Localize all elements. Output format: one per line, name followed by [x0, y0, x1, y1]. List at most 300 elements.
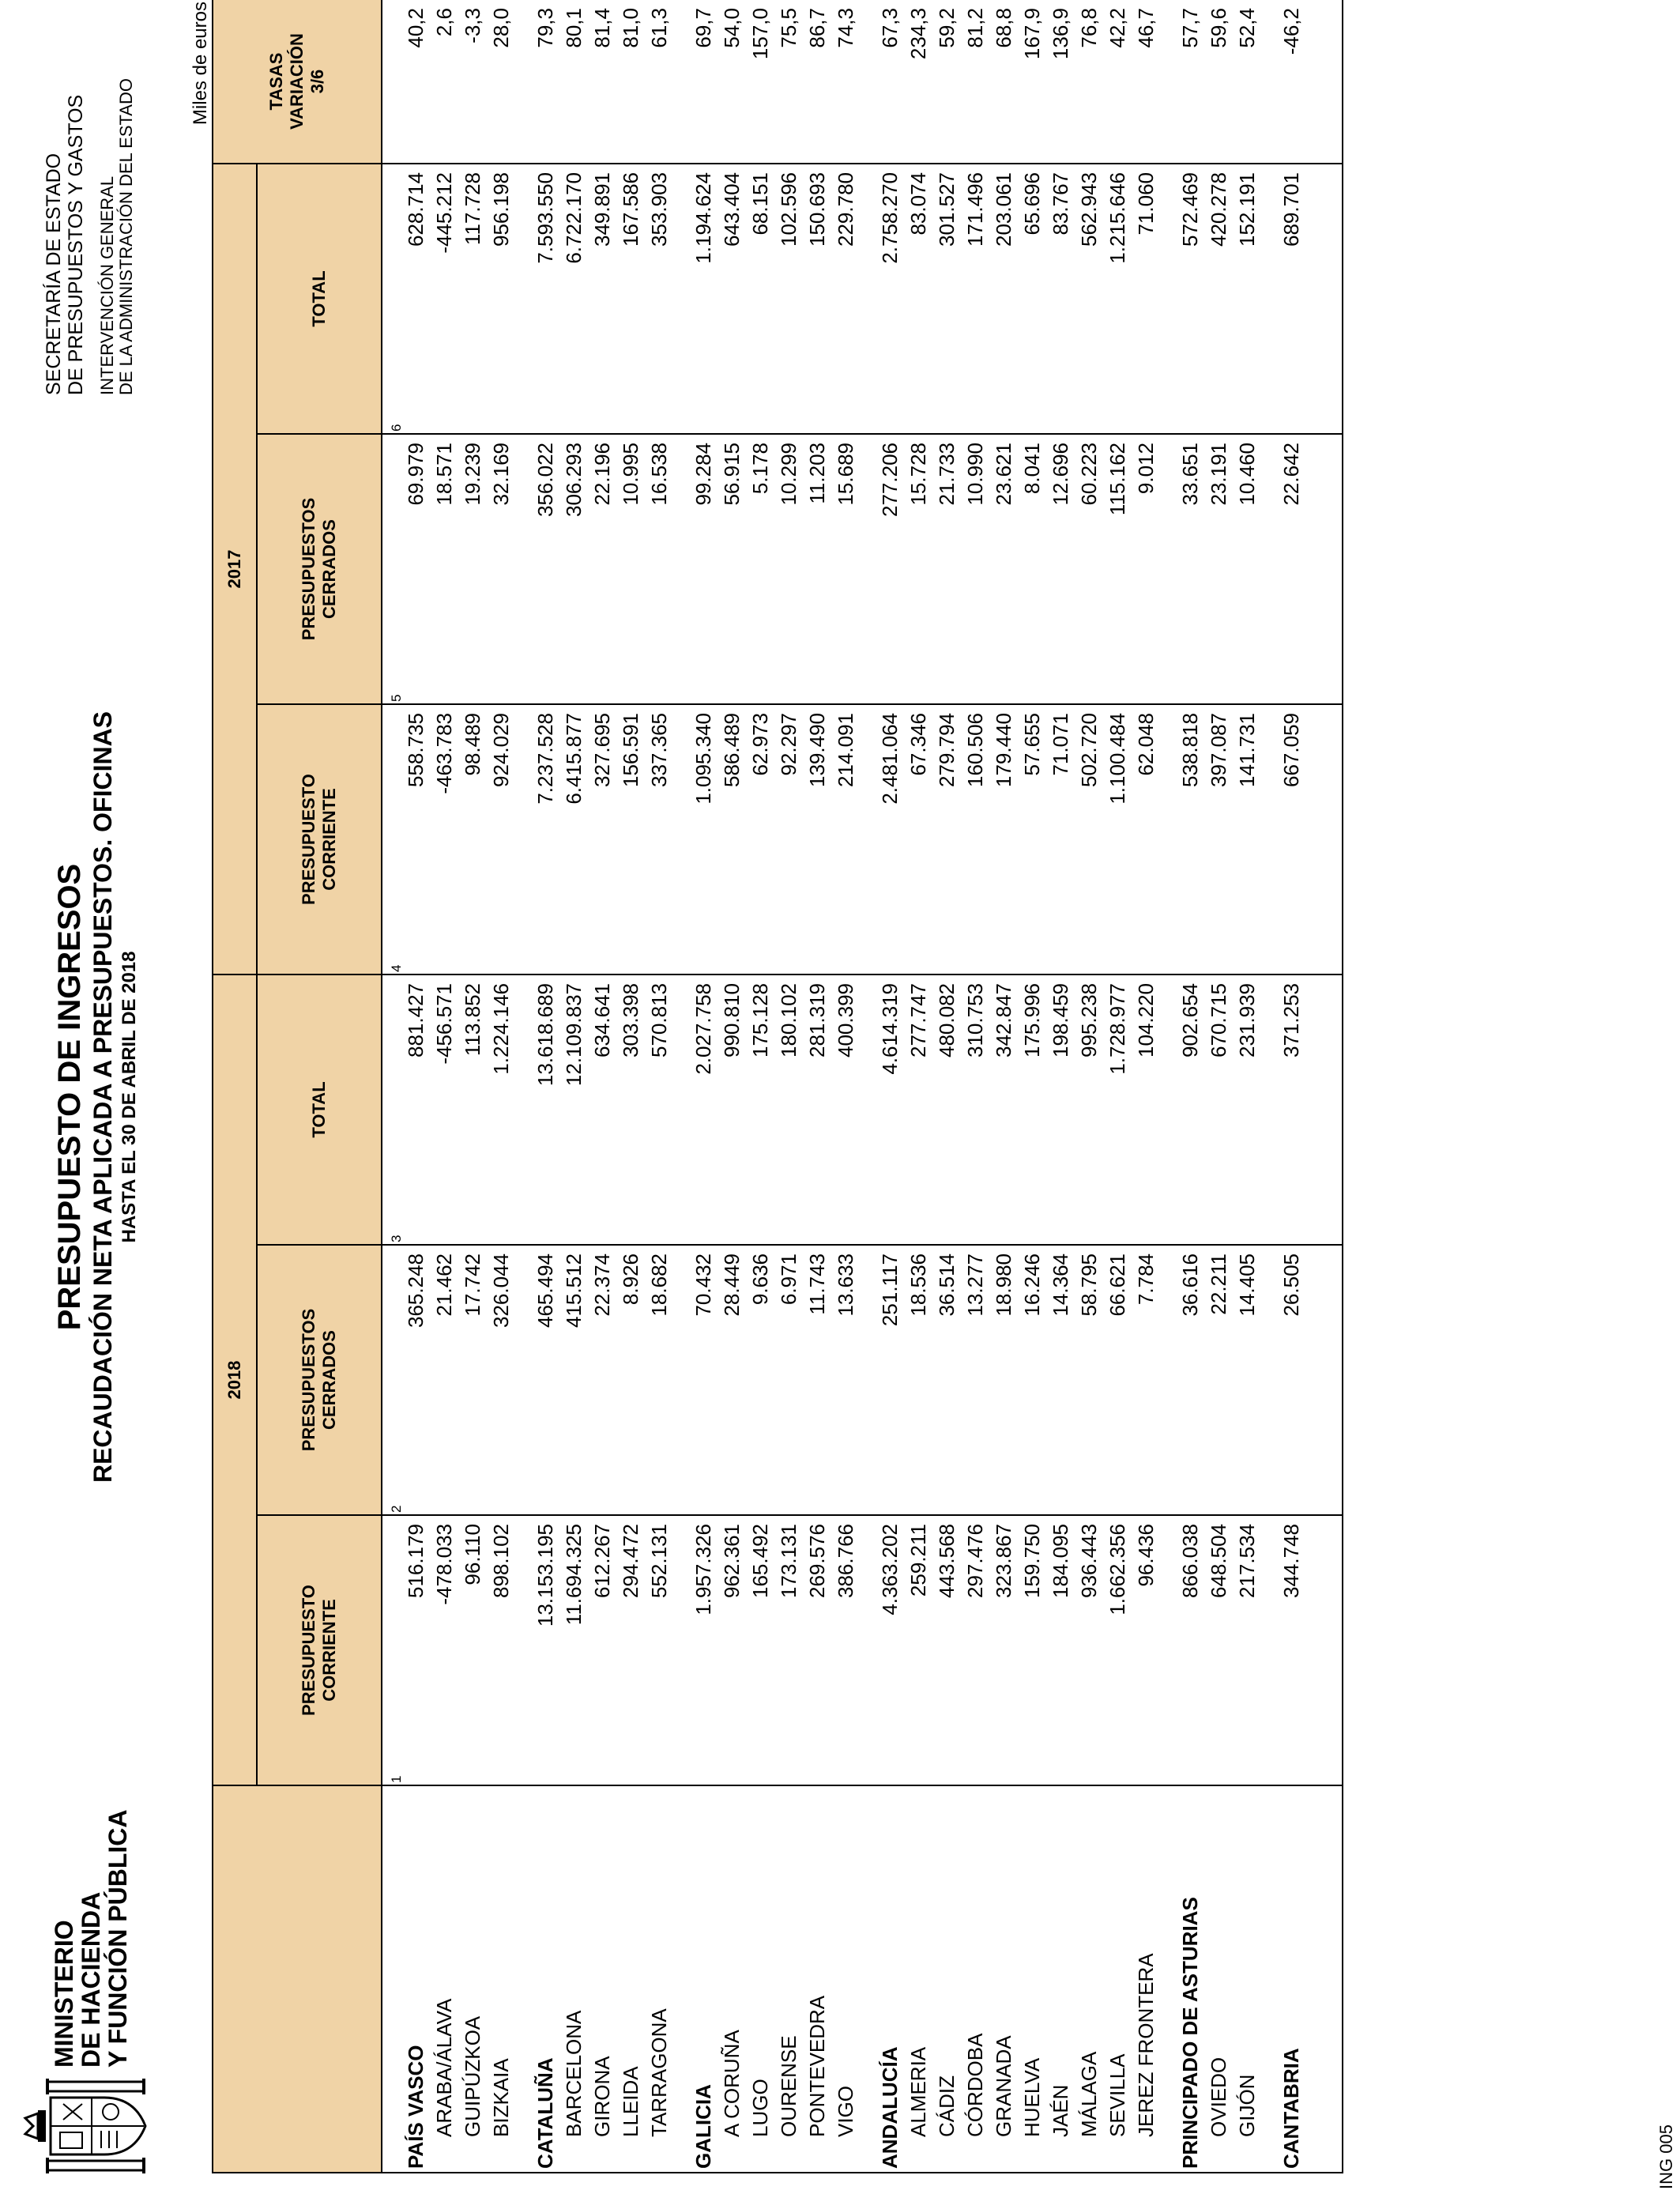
- region-row: [876, 0, 904, 2173]
- value-cell: 96.436: [1132, 1515, 1160, 1785]
- value-cell: 14.405: [1233, 1245, 1261, 1515]
- value-cell: 10.299: [774, 434, 803, 704]
- value-cell: 22.642: [1277, 434, 1305, 704]
- office-row: [1132, 0, 1160, 2173]
- value-cell: 15.689: [831, 434, 860, 704]
- value-cell: -46,2: [1277, 0, 1305, 164]
- ministry-line: Y FUNCIÓN PÚBLICA: [104, 1809, 132, 2068]
- office-row: [1233, 0, 1261, 2173]
- secretaria-line: SECRETARÍA DE ESTADO: [43, 153, 65, 395]
- header-line: CORRIENTE: [319, 1599, 339, 1702]
- value-cell: 83.074: [904, 164, 932, 434]
- value-cell: 342.847: [989, 974, 1018, 1245]
- office-row: [559, 0, 588, 2173]
- value-cell: 2,6: [430, 0, 458, 164]
- value-cell: 54,0: [718, 0, 746, 164]
- value-cell: -456.571: [430, 974, 458, 1245]
- value-cell: 19.239: [458, 434, 487, 704]
- spacer-cell: [1261, 164, 1277, 434]
- row-label: HUELVA: [1018, 1785, 1046, 2173]
- column-number: 4: [389, 964, 404, 972]
- secretaria-line: DE PRESUPUESTOS Y GASTOS: [65, 94, 87, 395]
- value-cell: 18.536: [904, 1245, 932, 1515]
- value-cell: 28.449: [718, 1245, 746, 1515]
- value-cell: 67,3: [876, 0, 904, 164]
- value-cell: 69.979: [382, 434, 430, 704]
- region-row: [1176, 0, 1204, 2173]
- value-cell: 156.591: [616, 704, 645, 974]
- header-line: PRESUPUESTO: [299, 1585, 318, 1716]
- spacer-row: [860, 0, 876, 2173]
- spacer-cell: [1261, 1785, 1277, 2173]
- spacer-cell: [1305, 1785, 1343, 2173]
- spacer-cell: [1261, 704, 1277, 974]
- spacer-cell: [1160, 0, 1176, 164]
- value-cell: 6.415.877: [559, 704, 588, 974]
- office-row: [746, 0, 774, 2173]
- tasas-header: [213, 0, 382, 164]
- row-label: SEVILLA: [1103, 1785, 1132, 2173]
- tasas-line: TASAS: [266, 52, 286, 111]
- value-cell: 71.071: [1046, 704, 1075, 974]
- value-cell: 67.346: [904, 704, 932, 974]
- value-cell: 634.641: [588, 974, 616, 1245]
- value-cell: 572.469: [1176, 164, 1204, 434]
- spacer-cell: [1305, 704, 1343, 974]
- spacer-cell: [860, 164, 876, 434]
- intervencion-line: INTERVENCIÓN GENERAL: [97, 175, 117, 395]
- value-cell: 59,6: [1204, 0, 1233, 164]
- value-cell: 415.512: [559, 1245, 588, 1515]
- value-cell: 61,3: [645, 0, 673, 164]
- office-row: [961, 0, 989, 2173]
- spacer-cell: [515, 0, 531, 164]
- value-cell: 1.194.624: [689, 164, 718, 434]
- value-cell: 74,3: [831, 0, 860, 164]
- office-row: [932, 0, 961, 2173]
- value-cell: 104.220: [1132, 974, 1160, 1245]
- spacer-cell: [860, 1515, 876, 1785]
- value-cell: 558.735: [382, 704, 430, 974]
- value-cell: 7.237.528: [531, 704, 559, 974]
- value-cell: 397.087: [1204, 704, 1233, 974]
- value-cell: 586.489: [718, 704, 746, 974]
- spacer-row: [515, 0, 531, 2173]
- spacer-cell: [515, 1785, 531, 2173]
- spacer-cell: [860, 0, 876, 164]
- spacer-cell: [1305, 434, 1343, 704]
- value-cell: 36.514: [932, 1245, 961, 1515]
- value-cell: 420.278: [1204, 164, 1233, 434]
- row-label: LUGO: [746, 1785, 774, 2173]
- col-total-2017: [257, 164, 404, 434]
- office-row: [831, 0, 860, 2173]
- value-cell: 23.621: [989, 434, 1018, 704]
- row-label: LLEIDA: [616, 1785, 645, 2173]
- tasas-line: VARIACIÓN: [287, 33, 307, 130]
- spacer-cell: [1160, 164, 1176, 434]
- spacer-cell: [515, 974, 531, 1245]
- spacer-cell: [1261, 434, 1277, 704]
- region-row: [531, 0, 559, 2173]
- value-cell: 214.091: [831, 704, 860, 974]
- value-cell: 277.206: [876, 434, 904, 704]
- value-cell: 26.505: [1277, 1245, 1305, 1515]
- spacer-cell: [1261, 0, 1277, 164]
- value-cell: 217.534: [1233, 1515, 1261, 1785]
- page-title: PRESUPUESTO DE INGRESOS: [52, 863, 87, 1331]
- value-cell: 962.361: [718, 1515, 746, 1785]
- value-cell: 23.191: [1204, 434, 1233, 704]
- value-cell: 42,2: [1103, 0, 1132, 164]
- value-cell: 167.586: [616, 164, 645, 434]
- table-body: [382, 0, 1343, 2173]
- value-cell: 117.728: [458, 164, 487, 434]
- value-cell: 175.996: [1018, 974, 1046, 1245]
- row-label: GUIPÚZKOA: [458, 1785, 487, 2173]
- row-label: BIZKAIA: [487, 1785, 515, 2173]
- value-cell: 173.131: [774, 1515, 803, 1785]
- office-row: [487, 0, 515, 2173]
- value-cell: 76,8: [1075, 0, 1103, 164]
- column-number: 1: [389, 1775, 404, 1783]
- value-cell: 11.743: [803, 1245, 831, 1515]
- value-cell: 59,2: [932, 0, 961, 164]
- col-total-2018: [257, 974, 404, 1245]
- value-cell: 310.753: [961, 974, 989, 1245]
- value-cell: 159.750: [1018, 1515, 1046, 1785]
- value-cell: 81,2: [961, 0, 989, 164]
- value-cell: 294.472: [616, 1515, 645, 1785]
- value-cell: 83.767: [1046, 164, 1075, 434]
- value-cell: 562.943: [1075, 164, 1103, 434]
- row-label: CANTABRIA: [1277, 1785, 1305, 2173]
- value-cell: 22.211: [1204, 1245, 1233, 1515]
- value-cell: 11.203: [803, 434, 831, 704]
- value-cell: 22.196: [588, 434, 616, 704]
- value-cell: 667.059: [1277, 704, 1305, 974]
- value-cell: 465.494: [531, 1245, 559, 1515]
- ministry-line: DE HACIENDA: [77, 1891, 105, 2068]
- header-line: PRESUPUESTOS: [299, 1308, 318, 1452]
- spacer-row: [1160, 0, 1176, 2173]
- value-cell: 32.169: [487, 434, 515, 704]
- row-label: GALICIA: [689, 1785, 718, 2173]
- value-cell: 98.489: [458, 704, 487, 974]
- row-label: CÓRDOBA: [961, 1785, 989, 2173]
- value-cell: 79,3: [531, 0, 559, 164]
- value-cell: 175.128: [746, 974, 774, 1245]
- value-cell: 14.364: [1046, 1245, 1075, 1515]
- value-cell: 184.095: [1046, 1515, 1075, 1785]
- row-label: A CORUÑA: [718, 1785, 746, 2173]
- col-corriente-2017: [257, 704, 404, 974]
- office-row: [588, 0, 616, 2173]
- office-row: [1046, 0, 1075, 2173]
- value-cell: 115.162: [1103, 434, 1132, 704]
- value-cell: 570.813: [645, 974, 673, 1245]
- col-cerrados-2018: [257, 1245, 404, 1515]
- value-cell: 180.102: [774, 974, 803, 1245]
- value-cell: -463.783: [430, 704, 458, 974]
- value-cell: 303.398: [616, 974, 645, 1245]
- value-cell: 60.223: [1075, 434, 1103, 704]
- value-cell: 58.795: [1075, 1245, 1103, 1515]
- value-cell: 136,9: [1046, 0, 1075, 164]
- value-cell: 150.693: [803, 164, 831, 434]
- region-row: [1277, 0, 1305, 2173]
- value-cell: 102.596: [774, 164, 803, 434]
- value-cell: 22.374: [588, 1245, 616, 1515]
- spacer-row: [673, 0, 689, 2173]
- value-cell: 11.694.325: [559, 1515, 588, 1785]
- value-cell: 203.061: [989, 164, 1018, 434]
- value-cell: 538.818: [1176, 704, 1204, 974]
- value-cell: 70.432: [689, 1245, 718, 1515]
- spacer-cell: [673, 1785, 689, 2173]
- value-cell: 15.728: [904, 434, 932, 704]
- spacer-cell: [1261, 974, 1277, 1245]
- document-code: ING 005: [1656, 2124, 1676, 2189]
- spacer-cell: [1305, 974, 1343, 1245]
- value-cell: 16.538: [645, 434, 673, 704]
- value-cell: 995.238: [1075, 974, 1103, 1245]
- value-cell: 6.971: [774, 1245, 803, 1515]
- value-cell: 167,9: [1018, 0, 1046, 164]
- value-cell: 57,7: [1176, 0, 1204, 164]
- value-cell: 643.404: [718, 164, 746, 434]
- value-cell: 924.029: [487, 704, 515, 974]
- value-cell: 81,4: [588, 0, 616, 164]
- value-cell: 7.784: [1132, 1245, 1160, 1515]
- value-cell: 86,7: [803, 0, 831, 164]
- spacer-cell: [1261, 1245, 1277, 1515]
- value-cell: 1.215.646: [1103, 164, 1132, 434]
- value-cell: 356.022: [531, 434, 559, 704]
- value-cell: 344.748: [1277, 1515, 1305, 1785]
- spacer-cell: [1305, 1515, 1343, 1785]
- value-cell: 6.722.170: [559, 164, 588, 434]
- value-cell: 326.044: [487, 1245, 515, 1515]
- value-cell: -478.033: [430, 1515, 458, 1785]
- row-label: ANDALUCÍA: [876, 1785, 904, 2173]
- value-cell: 152.191: [1233, 164, 1261, 434]
- spacer-cell: [673, 434, 689, 704]
- spacer-cell: [860, 704, 876, 974]
- value-cell: 349.891: [588, 164, 616, 434]
- recaudacion-table: [212, 0, 1343, 2173]
- value-cell: 92.297: [774, 704, 803, 974]
- spacer-cell: [1160, 1515, 1176, 1785]
- value-cell: 139.490: [803, 704, 831, 974]
- units-label: Miles de euros: [190, 2, 211, 126]
- year-2017-header: 2017: [213, 164, 257, 974]
- office-row: [803, 0, 831, 2173]
- value-cell: 99.284: [689, 434, 718, 704]
- value-cell: 68,8: [989, 0, 1018, 164]
- intervencion-line: DE LA ADMINISTRACIÓN DEL ESTADO: [116, 78, 136, 395]
- row-label: VIGO: [831, 1785, 860, 2173]
- header-line: TOTAL: [309, 270, 329, 327]
- value-cell: 898.102: [487, 1515, 515, 1785]
- value-cell: 337.365: [645, 704, 673, 974]
- value-cell: 251.117: [876, 1245, 904, 1515]
- value-cell: 5.178: [746, 434, 774, 704]
- spacer-cell: [673, 164, 689, 434]
- ministry-line: MINISTERIO: [50, 1920, 78, 2068]
- value-cell: 7.593.550: [531, 164, 559, 434]
- value-cell: 353.903: [645, 164, 673, 434]
- row-label: GRANADA: [989, 1785, 1018, 2173]
- value-cell: 1.728.977: [1103, 974, 1132, 1245]
- value-cell: 28,0: [487, 0, 515, 164]
- spacer-cell: [673, 1245, 689, 1515]
- value-cell: 57.655: [1018, 704, 1046, 974]
- value-cell: 327.695: [588, 704, 616, 974]
- spacer-cell: [1305, 1245, 1343, 1515]
- spacer-cell: [860, 434, 876, 704]
- secretaria-block: [43, 78, 136, 395]
- value-cell: 10.460: [1233, 434, 1261, 704]
- value-cell: 71.060: [1132, 164, 1160, 434]
- col-cerrados-2017: [257, 434, 404, 704]
- spacer-cell: [1261, 1515, 1277, 1785]
- row-label: PONTEVEDRA: [803, 1785, 831, 2173]
- value-cell: 301.527: [932, 164, 961, 434]
- office-row: [458, 0, 487, 2173]
- value-cell: 96.110: [458, 1515, 487, 1785]
- value-cell: 1.095.340: [689, 704, 718, 974]
- row-label: MÁLAGA: [1075, 1785, 1103, 2173]
- row-label: PAÍS VASCO: [382, 1785, 430, 2173]
- row-label: PRINCIPADO DE ASTURIAS: [1176, 1785, 1204, 2173]
- value-cell: 12.696: [1046, 434, 1075, 704]
- column-number: 3: [389, 1235, 404, 1242]
- spacer-cell: [515, 434, 531, 704]
- office-row: [616, 0, 645, 2173]
- value-cell: 1.662.356: [1103, 1515, 1132, 1785]
- value-cell: 2.027.758: [689, 974, 718, 1245]
- office-row: [1103, 0, 1132, 2173]
- value-cell: 68.151: [746, 164, 774, 434]
- value-cell: 2.481.064: [876, 704, 904, 974]
- spacer-cell: [515, 704, 531, 974]
- value-cell: 1.100.484: [1103, 704, 1132, 974]
- header-line: PRESUPUESTO: [299, 774, 318, 905]
- value-cell: 229.780: [831, 164, 860, 434]
- value-cell: 17.742: [458, 1245, 487, 1515]
- page-subtitle: RECAUDACIÓN NETA APLICADA A PRESUPUESTOS. OFICINAS: [89, 711, 117, 1483]
- value-cell: 36.616: [1176, 1245, 1204, 1515]
- value-cell: 21.462: [430, 1245, 458, 1515]
- value-cell: 443.568: [932, 1515, 961, 1785]
- header-line: CERRADOS: [319, 519, 339, 619]
- office-row: [989, 0, 1018, 2173]
- row-label: JAÉN: [1046, 1785, 1075, 2173]
- value-cell: 12.109.837: [559, 974, 588, 1245]
- value-cell: 269.576: [803, 1515, 831, 1785]
- value-cell: 160.506: [961, 704, 989, 974]
- column-number: 6: [389, 424, 404, 432]
- col-corriente-2018: [257, 1515, 404, 1785]
- value-cell: 13.153.195: [531, 1515, 559, 1785]
- value-cell: 516.179: [382, 1515, 430, 1785]
- header-line: TOTAL: [309, 1081, 329, 1138]
- value-cell: 648.504: [1204, 1515, 1233, 1785]
- value-cell: 1.224.146: [487, 974, 515, 1245]
- header-line: CERRADOS: [319, 1330, 339, 1430]
- value-cell: 277.747: [904, 974, 932, 1245]
- spacer-cell: [673, 1515, 689, 1785]
- value-cell: -3,3: [458, 0, 487, 164]
- value-cell: 66.621: [1103, 1245, 1132, 1515]
- spacer-cell: [1305, 164, 1343, 434]
- value-cell: 13.633: [831, 1245, 860, 1515]
- spacer-cell: [1160, 704, 1176, 974]
- spacer-cell: [860, 1785, 876, 2173]
- value-cell: 10.995: [616, 434, 645, 704]
- value-cell: 8.041: [1018, 434, 1046, 704]
- value-cell: 4.363.202: [876, 1515, 904, 1785]
- office-row: [1204, 0, 1233, 2173]
- value-cell: 141.731: [1233, 704, 1261, 974]
- value-cell: 281.319: [803, 974, 831, 1245]
- region-header: [213, 1785, 382, 2173]
- value-cell: 628.714: [382, 164, 430, 434]
- value-cell: 62.973: [746, 704, 774, 974]
- value-cell: 306.293: [559, 434, 588, 704]
- row-label: OVIEDO: [1204, 1785, 1233, 2173]
- tasas-line: 3/6: [307, 69, 327, 94]
- date-line: HASTA EL 30 DE ABRIL DE 2018: [119, 951, 140, 1243]
- value-cell: 956.198: [487, 164, 515, 434]
- value-cell: 165.492: [746, 1515, 774, 1785]
- value-cell: 1.957.326: [689, 1515, 718, 1785]
- column-number: 2: [389, 1505, 404, 1513]
- spacer-cell: [1160, 1785, 1176, 2173]
- value-cell: 21.733: [932, 434, 961, 704]
- value-cell: 62.048: [1132, 704, 1160, 974]
- row-label: CATALUÑA: [531, 1785, 559, 2173]
- spacer-cell: [860, 974, 876, 1245]
- value-cell: 46,7: [1132, 0, 1160, 164]
- value-cell: 198.459: [1046, 974, 1075, 1245]
- value-cell: 69,7: [689, 0, 718, 164]
- value-cell: 40,2: [382, 0, 430, 164]
- row-label: TARRAGONA: [645, 1785, 673, 2173]
- value-cell: 113.852: [458, 974, 487, 1245]
- value-cell: 386.766: [831, 1515, 860, 1785]
- office-row: [774, 0, 803, 2173]
- row-label: ARABA/ÁLAVA: [430, 1785, 458, 2173]
- spacer-cell: [1160, 1245, 1176, 1515]
- row-label: CÁDIZ: [932, 1785, 961, 2173]
- office-row: [645, 0, 673, 2173]
- value-cell: 297.476: [961, 1515, 989, 1785]
- value-cell: 866.038: [1176, 1515, 1204, 1785]
- spacer-cell: [1305, 0, 1343, 164]
- spacer-cell: [515, 1515, 531, 1785]
- column-number: 5: [389, 694, 404, 702]
- header-line: PRESUPUESTOS: [299, 497, 318, 641]
- value-cell: 371.253: [1277, 974, 1305, 1245]
- value-cell: 80,1: [559, 0, 588, 164]
- value-cell: 10.990: [961, 434, 989, 704]
- row-label: GIRONA: [588, 1785, 616, 2173]
- value-cell: 936.443: [1075, 1515, 1103, 1785]
- value-cell: 4.614.319: [876, 974, 904, 1245]
- value-cell: 689.701: [1277, 164, 1305, 434]
